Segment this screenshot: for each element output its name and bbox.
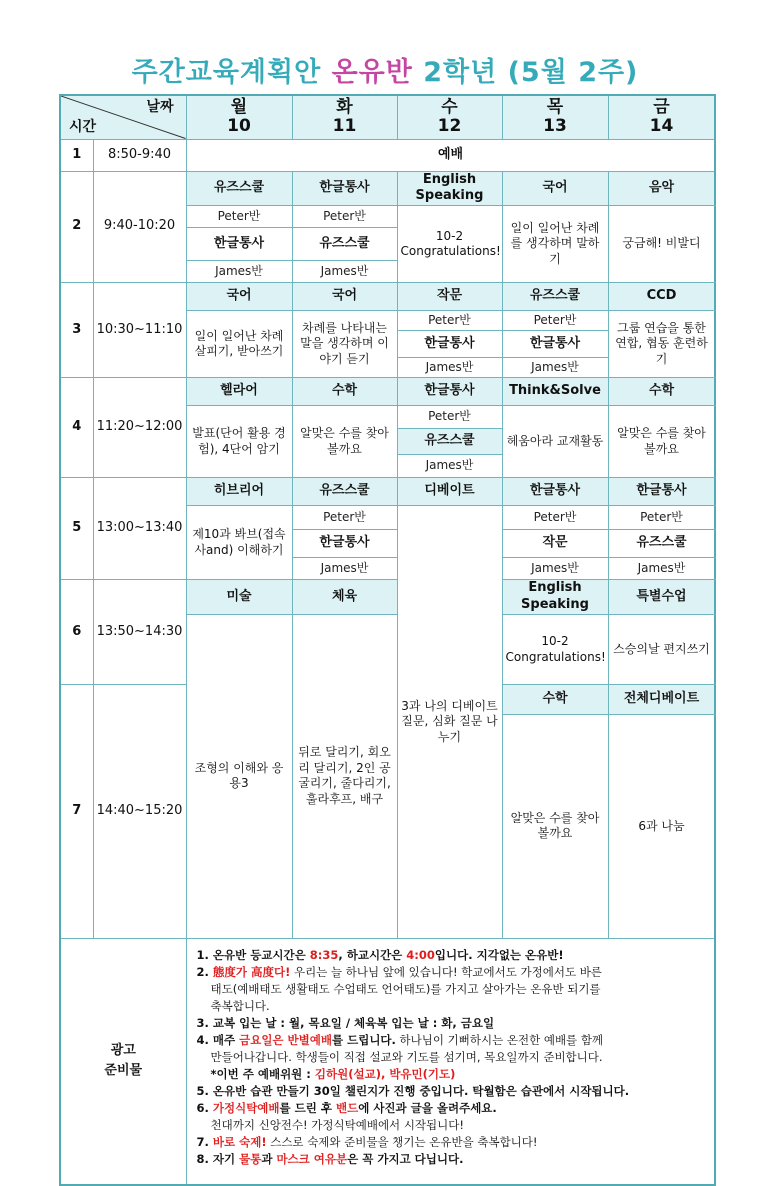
lesson-content: 궁금해! 비발디 xyxy=(608,206,715,283)
notice-text: 8. 자기 xyxy=(196,1151,240,1166)
corner-time-label: 시간 xyxy=(69,119,97,136)
subject-cell: 수학 xyxy=(608,378,715,406)
lesson-content: 조형의 이해와 응용3 xyxy=(186,615,292,939)
period-number: 1 xyxy=(60,139,93,171)
period-time: 13:00~13:40 xyxy=(93,478,186,580)
subject-cell: 헬라어 xyxy=(186,378,292,406)
lesson-content: 그룹 연습을 통한 연합, 협동 훈련하기 xyxy=(608,311,715,378)
subject-cell: Think&Solve xyxy=(502,378,608,406)
notice-text: 은 꼭 가지고 다닙니다. xyxy=(347,1151,464,1166)
notice-text: , 하교시간은 xyxy=(338,947,407,962)
period-2-row xyxy=(60,171,715,206)
period-number: 4 xyxy=(60,378,93,478)
header-row xyxy=(60,95,715,139)
notice-text: 6. xyxy=(196,1100,213,1115)
notice-text: 7. xyxy=(196,1134,213,1149)
period-3-row xyxy=(60,283,715,311)
notice-text: 2. xyxy=(196,964,213,979)
lesson-content: 제10과 봐브(접속사and) 이해하기 xyxy=(186,506,292,580)
subject-cell: 히브리어 xyxy=(186,478,292,506)
notice-highlight: 물통 xyxy=(239,1151,262,1166)
notice-text: 입니다. 지각없는 온유반! xyxy=(434,947,564,962)
subject-cell: 국어 xyxy=(502,171,608,206)
day-date: 10 xyxy=(227,116,251,137)
period-number: 3 xyxy=(60,283,93,378)
period-time: 10:30~11:10 xyxy=(93,283,186,378)
notice-highlight: 마스크 여유분 xyxy=(276,1151,348,1166)
day-name: 수 xyxy=(441,96,458,117)
title-plan: 주간교육계획안 xyxy=(131,57,322,88)
lesson-content: 차례를 나타내는 말을 생각하며 이야기 듣기 xyxy=(292,311,397,378)
subject-cell: 한글통사 xyxy=(186,228,292,261)
title-grade-week: 2학년 (5월 2주) xyxy=(423,57,639,88)
day-name: 금 xyxy=(653,96,670,117)
period-time: 14:40~15:20 xyxy=(93,685,186,939)
subject-cell: 수학 xyxy=(292,378,397,406)
lesson-content: 스승의날 편지쓰기 xyxy=(608,615,715,685)
notice-item-1 xyxy=(197,947,709,964)
subject-cell: 수학 xyxy=(502,685,608,715)
notice-item-8 xyxy=(197,1151,709,1168)
notice-highlight: 김하원(설교), 박유민(기도) xyxy=(314,1066,456,1081)
subject-cell: 한글통사 xyxy=(292,171,397,206)
corner-date-label: 날짜 xyxy=(146,99,174,115)
subject-cell: 한글통사 xyxy=(608,478,715,506)
group-label: James반 xyxy=(397,455,502,478)
subject-cell: CCD xyxy=(608,283,715,311)
day-header-thu xyxy=(502,95,608,139)
title-class: 온유반 xyxy=(331,57,413,88)
period-time: 13:50~14:30 xyxy=(93,580,186,685)
notice-item-4-line2: 만들어나갑니다. 학생들이 직접 설교와 기도를 섬기며, 목요일까지 준비합니다. xyxy=(210,1049,603,1064)
notice-item-3: 3. 교복 입는 날 : 월, 목요일 / 체육복 입는 날 : 화, 금요일 xyxy=(196,1015,495,1030)
day-name: 화 xyxy=(336,96,353,117)
notice-item-4-line3 xyxy=(197,1066,709,1083)
day-date: 11 xyxy=(332,116,357,137)
group-label: James반 xyxy=(292,558,397,580)
lesson-content: 10-2 Congratulations! xyxy=(502,615,608,685)
notice-item-6-line2: 천대까지 신앙전수! 가정식탁예배에서 시작됩니다! xyxy=(210,1117,464,1132)
group-label: Peter반 xyxy=(397,406,502,429)
period-4-row xyxy=(60,378,715,406)
subject-cell: 유즈스쿨 xyxy=(397,429,502,455)
day-header-fri xyxy=(608,95,715,139)
group-label: James반 xyxy=(608,558,715,580)
subject-cell: 유즈스쿨 xyxy=(608,530,715,558)
day-date: 14 xyxy=(649,116,674,137)
subject-cell: 미술 xyxy=(186,580,292,615)
group-label: James반 xyxy=(502,358,608,378)
subject-cell: 디베이트 xyxy=(397,478,502,506)
notice-highlight: 가정식탁예배 xyxy=(212,1100,280,1115)
subject-cell: 국어 xyxy=(186,283,292,311)
subject-cell: 한글통사 xyxy=(502,478,608,506)
period-number: 7 xyxy=(60,685,93,939)
notice-label-supplies: 준비물 xyxy=(104,1063,143,1079)
lesson-content: 발표(단어 활용 경험), 4단어 암기 xyxy=(186,406,292,478)
notice-item-7 xyxy=(197,1134,709,1151)
subject-cell: English Speaking xyxy=(397,171,502,206)
notice-text: 를 드립니다. xyxy=(331,1032,396,1047)
notice-text: 4. 매주 xyxy=(196,1032,240,1047)
group-label: Peter반 xyxy=(397,311,502,331)
subject-cell: 한글통사 xyxy=(397,331,502,358)
subject-cell: 유즈스쿨 xyxy=(292,228,397,261)
subject-cell: 국어 xyxy=(292,283,397,311)
period-number: 6 xyxy=(60,580,93,685)
notice-text: *이번 주 예배위원 : xyxy=(210,1066,315,1081)
lesson-content: 3과 나의 디베이트 질문, 심화 질문 나누기 xyxy=(397,506,502,938)
notice-item-4 xyxy=(197,1032,709,1049)
notice-text: 스스로 숙제와 준비물을 챙기는 온유반을 축복합니다! xyxy=(266,1134,538,1149)
subject-cell: 음악 xyxy=(608,171,715,206)
notice-text: 과 xyxy=(261,1151,277,1166)
notice-label-cell xyxy=(60,938,186,1185)
group-label: Peter반 xyxy=(292,506,397,530)
notice-item-6 xyxy=(197,1100,709,1117)
notice-text: 하나님이 기뻐하시는 온전한 예배를 함께 xyxy=(395,1032,604,1047)
period-1-row xyxy=(60,139,715,171)
group-label: Peter반 xyxy=(502,311,608,331)
day-date: 13 xyxy=(543,116,567,137)
period-time: 8:50-9:40 xyxy=(93,139,186,171)
group-label: Peter반 xyxy=(608,506,715,530)
page-title xyxy=(0,50,770,89)
subject-cell: 유즈스쿨 xyxy=(292,478,397,506)
notice-highlight: 4:00 xyxy=(406,947,435,962)
day-date: 12 xyxy=(437,116,462,137)
lesson-content: 알맞은 수를 찾아볼까요 xyxy=(502,715,608,939)
period-5-row xyxy=(60,478,715,506)
subject-cell: 한글통사 xyxy=(397,378,502,406)
notice-highlight: 態度가 高度다! xyxy=(212,964,291,979)
period-number: 2 xyxy=(60,171,93,283)
subject-cell: 특별수업 xyxy=(608,580,715,615)
notice-highlight: 금요일은 반별예배 xyxy=(239,1032,332,1047)
corner-cell xyxy=(60,95,186,139)
day-name: 월 xyxy=(230,96,248,117)
lesson-content: 뒤로 달리기, 회오리 달리기, 2인 공굴리기, 줄다리기, 훌라후프, 배구 xyxy=(292,615,397,939)
subject-cell: 체육 xyxy=(292,580,397,615)
subject-cell: 유즈스쿨 xyxy=(502,283,608,311)
lesson-content: 6과 나눔 xyxy=(608,715,715,939)
day-header-wed xyxy=(397,95,502,139)
subject-cell: 전체디베이트 xyxy=(608,685,715,715)
subject-cell: 한글통사 xyxy=(502,331,608,358)
notice-item-2 xyxy=(197,964,709,981)
lesson-content: 일이 일어난 차례를 생각하며 말하기 xyxy=(502,206,608,283)
period-time: 9:40-10:20 xyxy=(93,171,186,283)
notice-content xyxy=(186,938,715,1185)
group-label: James반 xyxy=(292,261,397,283)
period-number: 5 xyxy=(60,478,93,580)
notice-item-2-line2: 태도(예배태도 생활태도 수업태도 언어태도)를 가지고 살아가는 온유반 되기를 xyxy=(210,981,601,996)
group-label: James반 xyxy=(186,261,292,283)
lesson-content: 알맞은 수를 찾아볼까요 xyxy=(292,406,397,478)
worship-cell: 예배 xyxy=(186,139,715,171)
subject-cell: 유즈스쿨 xyxy=(186,171,292,206)
lesson-content: 헤움아라 교재활동 xyxy=(502,406,608,478)
notice-highlight: 8:35 xyxy=(309,947,339,962)
group-label: James반 xyxy=(502,558,608,580)
day-header-tue xyxy=(292,95,397,139)
notice-text: 1. 온유반 등교시간은 xyxy=(196,947,310,962)
subject-cell: 작문 xyxy=(502,530,608,558)
lesson-content: 일이 일어난 차례 살피기, 받아쓰기 xyxy=(186,311,292,378)
subject-cell: 작문 xyxy=(397,283,502,311)
notice-label-ad: 광고 xyxy=(110,1043,136,1059)
day-header-mon xyxy=(186,95,292,139)
weekly-schedule-table xyxy=(59,94,716,1186)
period-time: 11:20~12:00 xyxy=(93,378,186,478)
group-label: Peter반 xyxy=(292,206,397,228)
group-label: James반 xyxy=(397,358,502,378)
notice-highlight: 밴드 xyxy=(335,1100,359,1115)
subject-cell: English Speaking xyxy=(502,580,608,615)
subject-cell: 한글통사 xyxy=(292,530,397,558)
notice-item-5: 5. 온유반 습관 만들기 30일 챌린지가 진행 중입니다. 탁월함은 습관에서 시작됩니다. xyxy=(196,1083,630,1098)
notice-text: 우리는 늘 하나님 앞에 있습니다! 학교에서도 가정에서도 바른 xyxy=(290,964,602,979)
day-name: 목 xyxy=(546,96,564,117)
notice-highlight: 바로 숙제! xyxy=(212,1134,267,1149)
lesson-content: 알맞은 수를 찾아볼까요 xyxy=(608,406,715,478)
notice-item-2-line3: 축복합니다. xyxy=(210,998,270,1013)
group-label: Peter반 xyxy=(502,506,608,530)
group-label: Peter반 xyxy=(186,206,292,228)
lesson-content: 10-2 Congratulations! xyxy=(397,206,502,283)
notice-text: 를 드린 후 xyxy=(279,1100,336,1115)
notice-text: 에 사진과 글을 올려주세요. xyxy=(358,1100,497,1115)
period-6-row xyxy=(60,580,715,615)
notice-row xyxy=(60,938,715,1185)
